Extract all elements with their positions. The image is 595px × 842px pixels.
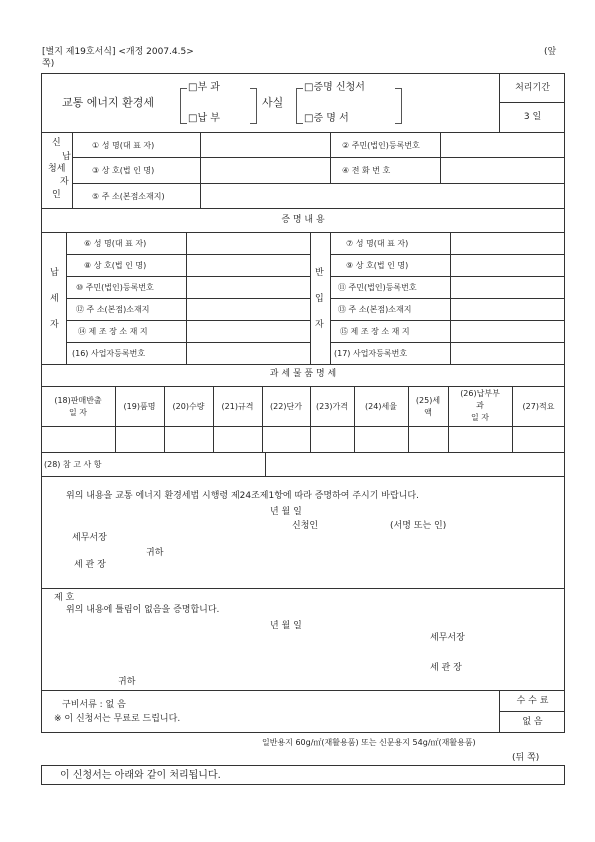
counterparty-side-3: 자 <box>315 320 324 330</box>
col-tax-amount: (25)세 <box>415 396 441 405</box>
col-tax-rate: (24)세율 <box>365 402 397 411</box>
bracket-mid <box>250 88 257 124</box>
counterparty-company-label: ⑨ 상 호(법 인 명) <box>346 261 409 270</box>
remarks-label: (28) 참 고 사 항 <box>44 460 102 469</box>
bracket-left <box>180 88 187 124</box>
counterparty-regno-label: ⑪ 주민(법인)등록번호 <box>338 283 417 292</box>
applicant-side-2: 납 <box>62 152 71 162</box>
counterparty-bizno-label: (17) 사업자등록번호 <box>334 349 408 358</box>
col-item-name: (19)품명 <box>123 402 156 411</box>
applicant-name-label: ① 성 명(대 표 자) <box>92 141 155 150</box>
fee-value: 없 음 <box>522 717 543 727</box>
fact-label: 사실 <box>262 96 284 109</box>
cert-content-header: 증 명 내 용 <box>281 215 325 225</box>
cert-number[interactable]: 제 호 <box>54 593 75 603</box>
applicant-address-label: ⑤ 주 소(본점소재지) <box>92 192 165 201</box>
taxpayer-side-2: 세 <box>50 294 59 304</box>
col-payment-date-sub2: 일 자 <box>471 413 489 422</box>
back-side-label: (뒤 쪽) <box>512 753 540 763</box>
required-docs: 구비서류 : 없 음 <box>62 700 126 710</box>
counterparty-name-label: ⑦ 성 명(대 표 자) <box>346 239 409 248</box>
applicant-company-label: ③ 상 호(법 인 명) <box>92 166 155 175</box>
counterparty-side-2: 입 <box>315 294 324 304</box>
col-price: (23)가격 <box>316 402 348 411</box>
request-office-customs: 세 관 장 <box>74 560 106 570</box>
period-value: 3 일 <box>523 112 542 122</box>
cert-sentence: 위의 내용에 틀림이 없음을 증명합니다. <box>66 605 220 615</box>
cert-office-customs: 세 관 장 <box>430 663 462 673</box>
cert-honorific: 귀하 <box>118 677 136 687</box>
col-quantity: (20)수량 <box>172 402 205 411</box>
bracket-right-a <box>296 88 303 124</box>
counterparty-address-label: ⑬ 주 소(본점)소재지 <box>338 305 412 314</box>
applicant-side-3: 청세 <box>48 164 66 174</box>
request-sentence: 위의 내용을 교통 에너지 환경세법 시행령 제24조제1항에 따라 증명하여 주시기 바랍니다. <box>66 491 419 501</box>
page-side-label: (앞 <box>544 47 557 57</box>
bracket-right-b <box>395 88 402 124</box>
taxpayer-address-label: ⑫ 주 소(본점)소재지 <box>76 305 150 314</box>
col-payment-date-sub: 과 <box>476 401 484 410</box>
col-sale-date: (18)판매반출 <box>54 396 102 405</box>
request-sign-label[interactable]: (서명 또는 인) <box>390 521 447 531</box>
form-number: [별지 제19호서식] <개정 2007.4.5> <box>42 47 194 57</box>
option-application[interactable]: □증명 신청서 <box>304 82 365 93</box>
col-spec: (21)규격 <box>221 402 254 411</box>
taxpayer-side-3: 자 <box>50 320 59 330</box>
cert-office-tax: 세무서장 <box>430 633 465 643</box>
request-office-tax: 세무서장 <box>72 533 107 543</box>
request-honorific: 귀하 <box>146 548 164 558</box>
taxpayer-company-label: ⑧ 상 호(법 인 명) <box>84 261 147 270</box>
counterparty-factory-label: ⑮ 제 조 장 소 재 지 <box>340 327 410 336</box>
fee-label: 수 수 료 <box>516 696 549 706</box>
col-payment-date: (26)납부부 <box>460 389 500 398</box>
period-label: 처리기간 <box>515 83 550 93</box>
process-note: 이 신청서는 아래와 같이 처리됩니다. <box>60 770 221 781</box>
col-tax-amount-sub: 액 <box>424 408 432 417</box>
option-pay[interactable]: □납 부 <box>188 113 220 124</box>
taxpayer-bizno-label: (16) 사업자등록번호 <box>72 349 146 358</box>
applicant-side-5: 인 <box>52 190 61 200</box>
paper-spec: 일반용지 60g/㎡(재활용품) 또는 신문용지 54g/㎡(재활용품) <box>262 738 476 747</box>
taxpayer-regno-label: ⑩ 주민(법인)등록번호 <box>76 283 154 292</box>
taxpayer-side-1: 납 <box>50 268 59 278</box>
taxpayer-name-label: ⑥ 성 명(대 표 자) <box>84 239 147 248</box>
taxpayer-factory-label: ⑭ 제 조 장 소 재 지 <box>78 327 148 336</box>
cert-date[interactable]: 년 월 일 <box>270 621 302 631</box>
applicant-side-1: 신 <box>52 138 61 148</box>
applicant-side-4: 자 <box>60 177 69 187</box>
option-certificate[interactable]: □증 명 서 <box>304 113 349 124</box>
free-note: ※ 이 신청서는 무료로 드립니다. <box>54 714 181 724</box>
request-applicant-label: 신청인 <box>292 521 319 531</box>
applicant-phone-label: ④ 전 화 번 호 <box>342 166 391 175</box>
form-title: 교통 에너지 환경세 <box>62 96 155 109</box>
col-sale-date-sub: 일 자 <box>69 408 87 417</box>
request-date[interactable]: 년 월 일 <box>270 507 302 517</box>
items-header: 과 세 물 품 명 세 <box>269 369 337 379</box>
col-remarks: (27)적요 <box>522 402 555 411</box>
col-unit-price: (22)단가 <box>270 402 302 411</box>
applicant-regno-label: ② 주민(법인)등록번호 <box>342 141 420 150</box>
page-side-label-cont: 쪽) <box>42 59 55 69</box>
option-impose[interactable]: □부 과 <box>188 82 220 93</box>
counterparty-side-1: 반 <box>315 268 324 278</box>
